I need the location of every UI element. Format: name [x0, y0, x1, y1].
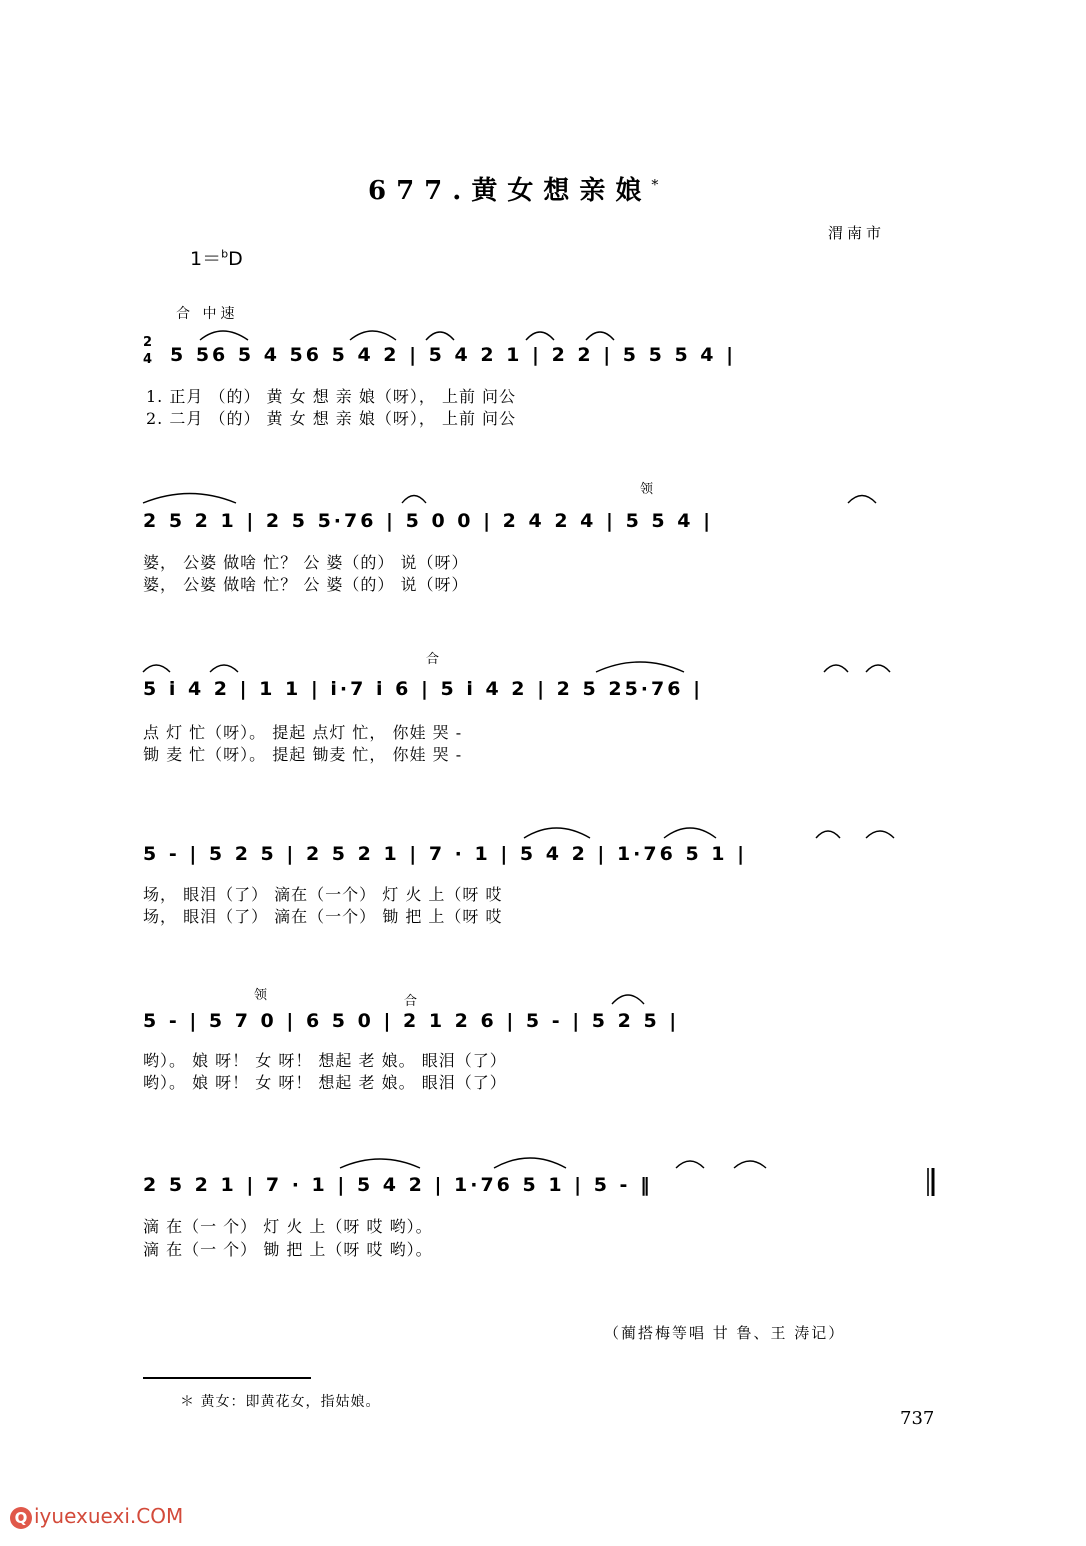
notation-line-6: 2 5 2 1 | 7 · 1 | 5 4 2 | 1·76 5 1 | 5 - ‖: [143, 1174, 653, 1196]
slur: [200, 331, 248, 340]
slur: [664, 828, 716, 838]
slur: [824, 665, 848, 672]
slur: [596, 662, 684, 672]
slur: [350, 331, 396, 340]
lyrics-line-3-verse-2: 锄 麦 忙（呀）。 提起 锄麦 忙， 你娃 哭 -: [143, 745, 463, 764]
lyrics-line-4-verse-2: 场， 眼泪（了） 滴在（一个） 锄 把 上（呀 哎: [143, 907, 503, 926]
slur: [426, 332, 454, 340]
slur: [143, 494, 236, 504]
slur: [526, 332, 554, 340]
footnote-divider: [143, 1377, 311, 1379]
lyrics-line-2-verse-1: 婆， 公婆 做啥 忙？ 公 婆（的） 说（呀）: [143, 553, 469, 572]
performer-credit: （蔺搭梅等唱 甘 鲁、王 涛记）: [604, 1324, 846, 1342]
lead-mark: 领: [640, 482, 654, 497]
slur: [524, 828, 590, 838]
footnote: ＊ 黄女：即黄花女，指姑娘。: [180, 1394, 381, 1410]
lyrics-line-5-verse-1: 哟）。 娘 呀！ 女 呀！ 想起 老 娘。 眼泪（了）: [143, 1051, 507, 1070]
watermark-logo-icon: Q: [10, 1507, 32, 1529]
title-footnote-mark: *: [651, 177, 659, 194]
slur: [734, 1161, 766, 1168]
lyrics-line-5-verse-2: 哟）。 娘 呀！ 女 呀！ 想起 老 娘。 眼泪（了）: [143, 1073, 507, 1092]
chorus-mark: 合: [426, 652, 440, 667]
lyrics-line-6-verse-1: 滴 在（一 个） 灯 火 上（呀 哎 哟）。: [143, 1217, 433, 1236]
slur: [210, 665, 238, 672]
lyrics-line-6-verse-2: 滴 在（一 个） 锄 把 上（呀 哎 哟）。: [143, 1240, 433, 1259]
slur: [848, 496, 876, 504]
tempo-marking: 合 中速: [176, 306, 239, 322]
lyrics-line-1-verse-2: 2. 二月 （的） 黄 女 想 亲 娘（呀）， 上前 问公: [146, 409, 517, 428]
lead-mark: 领: [254, 988, 268, 1003]
slur: [866, 665, 890, 672]
time-signature: 2 4: [143, 335, 153, 367]
notation-line-5: 5 - | 5 7 0 | 6 5 0 | 2 1 2 6 | 5 - | 5 2 5 |: [143, 1010, 680, 1032]
slur: [612, 995, 644, 1004]
lyrics-line-4-verse-1: 场， 眼泪（了） 滴在（一个） 灯 火 上（呀 哎: [143, 885, 503, 904]
slur: [340, 1159, 420, 1168]
region-label: 渭南市: [828, 224, 886, 242]
slur: [586, 332, 614, 340]
song-title: 677.黄女想亲娘*: [368, 176, 659, 206]
notation-line-1: 5 56 5 4 56 5 4 2 | 5 4 2 1 | 2 2 | 5 5 5 4 |: [170, 344, 737, 366]
notation-line-3: 5 i 4 2 | 1 1 | i·7 i 6 | 5 i 4 2 | 2 5 25·76 |: [143, 678, 704, 700]
slur: [143, 665, 170, 672]
slur: [816, 831, 840, 838]
chorus-mark: 合: [404, 994, 418, 1009]
page-number: 737: [900, 1408, 935, 1429]
slur: [676, 1161, 704, 1168]
slur: [402, 496, 426, 504]
key-signature: 1＝$^b$D: [190, 247, 243, 270]
site-watermark: Q iyuexuexi.COM: [10, 1504, 183, 1529]
notation-line-2: 2 5 2 1 | 2 5 5·76 | 5 0 0 | 2 4 2 4 | 5 5 4 |: [143, 510, 714, 532]
slur: [866, 831, 894, 838]
lyrics-line-1-verse-1: 1. 正月 （的） 黄 女 想 亲 娘（呀）， 上前 问公: [146, 387, 517, 406]
slur: [494, 1158, 566, 1168]
notation-line-4: 5 - | 5 2 5 | 2 5 2 1 | 7 · 1 | 5 4 2 | 1·76 5 1 |: [143, 843, 748, 865]
lyrics-line-3-verse-1: 点 灯 忙（呀）。 提起 点灯 忙， 你娃 哭 -: [143, 723, 463, 742]
lyrics-line-2-verse-2: 婆， 公婆 做啥 忙？ 公 婆（的） 说（呀）: [143, 575, 469, 594]
